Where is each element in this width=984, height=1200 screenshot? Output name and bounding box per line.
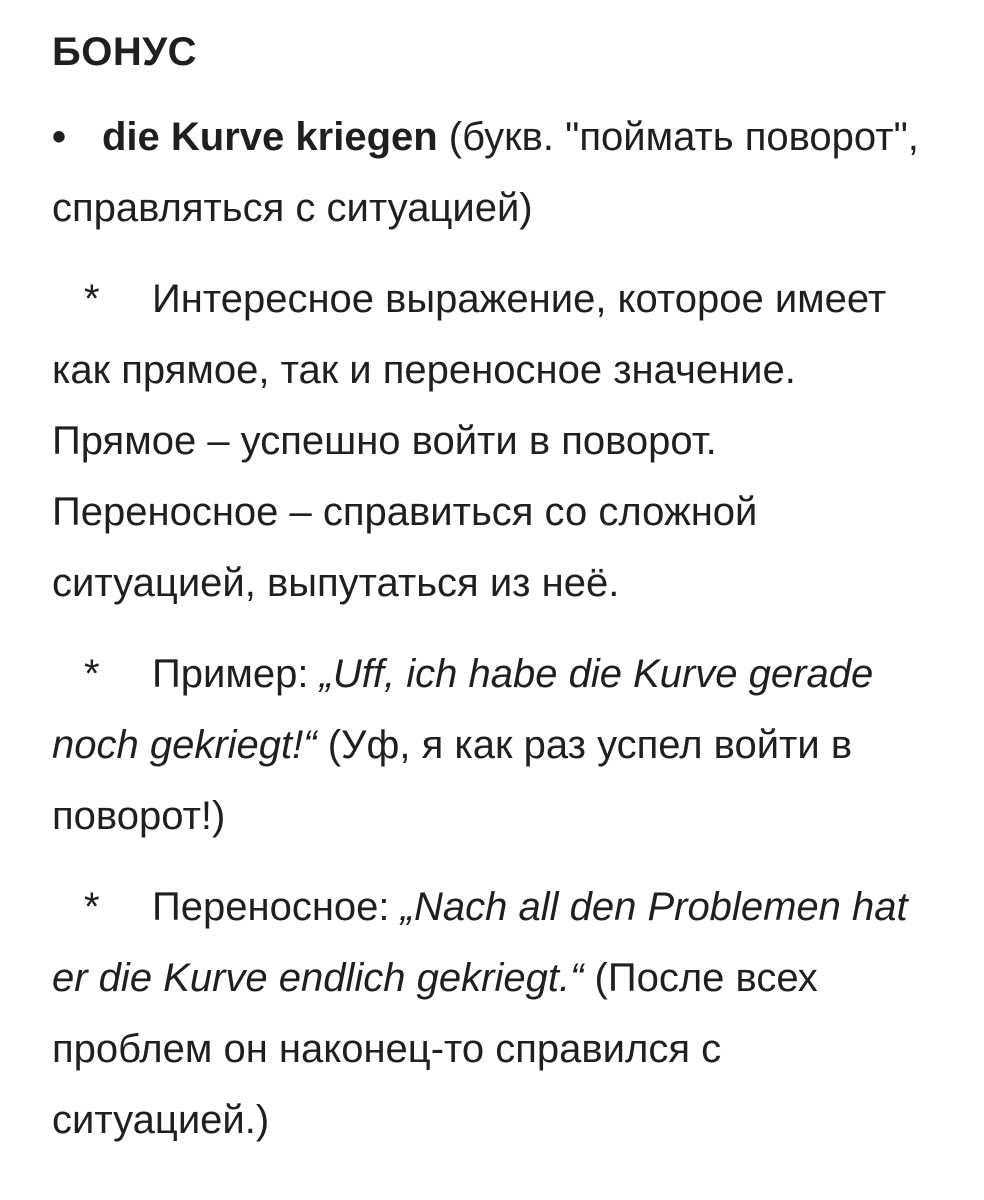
note-marker: * bbox=[84, 652, 100, 696]
note-marker: * bbox=[84, 277, 100, 321]
section-heading: БОНУС bbox=[52, 30, 198, 74]
german-example: „Uff, ich habe die Kurve gerade noch gekriegt!“ bbox=[52, 652, 874, 767]
note-example-figurative bbox=[52, 872, 942, 1156]
idiom-term: die Kurve kriegen bbox=[102, 115, 438, 159]
document-body bbox=[52, 0, 942, 1156]
note-prefix: Переносное: bbox=[152, 885, 401, 929]
russian-translation: (Уф, я как раз успел войти в поворот!) bbox=[52, 723, 853, 838]
note-explanation bbox=[52, 264, 942, 619]
note-marker: * bbox=[84, 885, 100, 929]
note-example-literal bbox=[52, 639, 942, 852]
bullet-marker: • bbox=[52, 115, 67, 159]
idiom-gloss: (букв. "поймать поворот", справляться с ситуацией) bbox=[52, 115, 919, 230]
russian-translation: (После всех проблем он наконец-то справился с ситуацией.) bbox=[52, 956, 818, 1142]
note-prefix: Пример: bbox=[152, 652, 320, 696]
note-text: Интересное выражение, которое имеет как прямое, так и переносное значение. Прямое – успешно войти в поворот. Переносное – справиться со сложной ситуацией, выпутаться из неё. bbox=[52, 277, 887, 605]
german-example: „Nach all den Problemen hat er die Kurve endlich gekriegt.“ bbox=[52, 885, 908, 1000]
bullet-item-idiom bbox=[52, 102, 942, 244]
